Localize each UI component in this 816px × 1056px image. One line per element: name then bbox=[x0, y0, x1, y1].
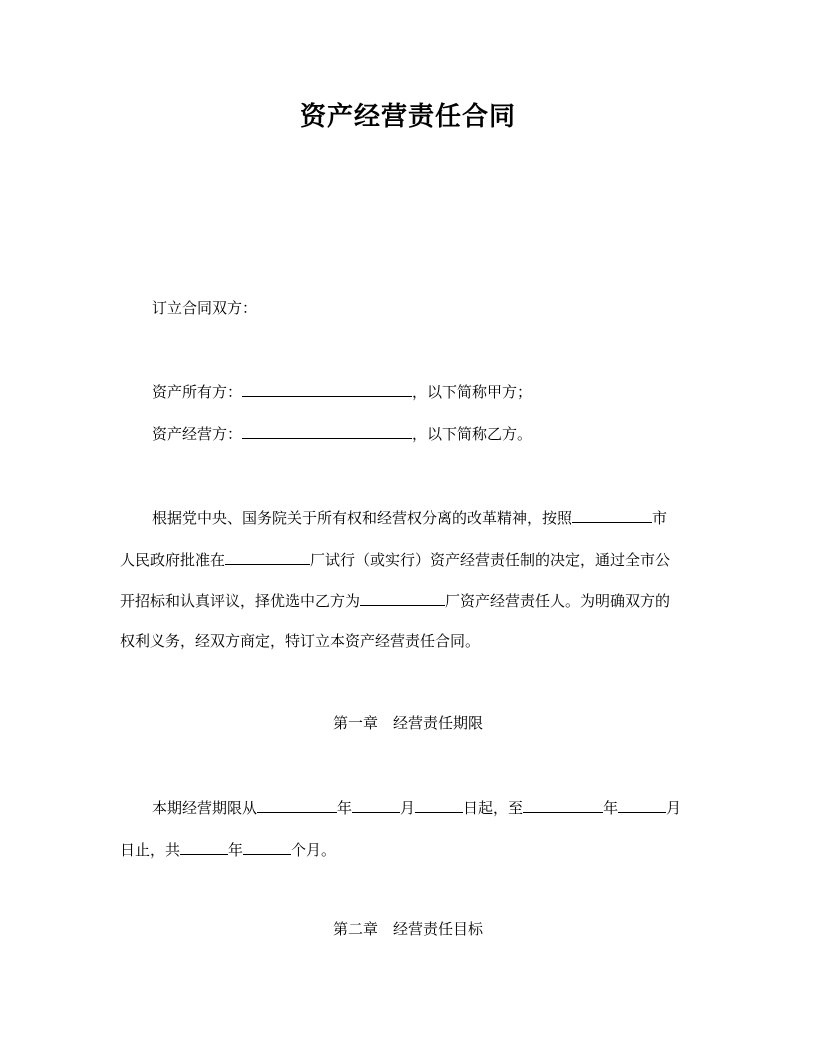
term-text: 日止，共 bbox=[120, 841, 181, 859]
preamble-text: 市 bbox=[652, 509, 668, 527]
chapter-2-heading: 第二章 经营责任目标 bbox=[332, 920, 483, 938]
preamble-text: 厂试行（或实行）资产经营责任制的决定，通过全市公 bbox=[310, 551, 671, 569]
party-a-blank bbox=[242, 380, 412, 397]
preamble-text: 根据党中央、国务院关于所有权和经营权分离的改革精神，按照 bbox=[152, 509, 573, 527]
preamble-text: 厂资产经营责任人。为明确双方的 bbox=[445, 592, 671, 610]
factory-blank-1 bbox=[225, 548, 310, 565]
start-month-blank bbox=[352, 796, 400, 813]
party-a-label: 资产所有方： bbox=[152, 383, 243, 401]
document-title: 资产经营责任合同 bbox=[299, 102, 516, 132]
total-years-blank bbox=[180, 838, 228, 855]
party-b-blank bbox=[242, 422, 412, 439]
preamble-text: 开招标和认真评议，择优选中乙方为 bbox=[120, 592, 361, 610]
party-a-line bbox=[152, 380, 696, 403]
term-text: 月 bbox=[666, 799, 682, 817]
preamble-line-1 bbox=[152, 506, 696, 529]
term-text: 年 bbox=[337, 799, 353, 817]
party-b-suffix: ，以下简称乙方。 bbox=[412, 425, 533, 443]
factory-blank-2 bbox=[360, 589, 445, 606]
preamble-line-4: 权利义务，经双方商定，特订立本资产经营责任合同。 bbox=[120, 632, 481, 650]
term-text: 月 bbox=[400, 799, 416, 817]
start-year-blank bbox=[257, 796, 337, 813]
start-day-blank bbox=[415, 796, 463, 813]
end-year-blank bbox=[523, 796, 603, 813]
party-a-suffix: ，以下简称甲方； bbox=[412, 383, 533, 401]
term-line-1 bbox=[152, 796, 696, 819]
term-text: 年 bbox=[228, 841, 244, 859]
city-blank bbox=[572, 506, 652, 523]
term-text: 本期经营期限从 bbox=[152, 799, 258, 817]
term-text: 个月。 bbox=[291, 841, 337, 859]
preamble-line-2 bbox=[120, 548, 696, 571]
term-line-2 bbox=[120, 838, 696, 861]
party-b-line bbox=[152, 422, 696, 445]
end-month-blank bbox=[618, 796, 666, 813]
term-text: 日起，至 bbox=[463, 799, 524, 817]
preamble-line-3 bbox=[120, 589, 696, 612]
parties-intro: 订立合同双方： bbox=[152, 299, 258, 317]
chapter-1-heading: 第一章 经营责任期限 bbox=[332, 714, 483, 732]
term-text: 年 bbox=[603, 799, 619, 817]
preamble-text: 人民政府批准在 bbox=[120, 551, 226, 569]
party-b-label: 资产经营方： bbox=[152, 425, 243, 443]
total-months-blank bbox=[243, 838, 291, 855]
